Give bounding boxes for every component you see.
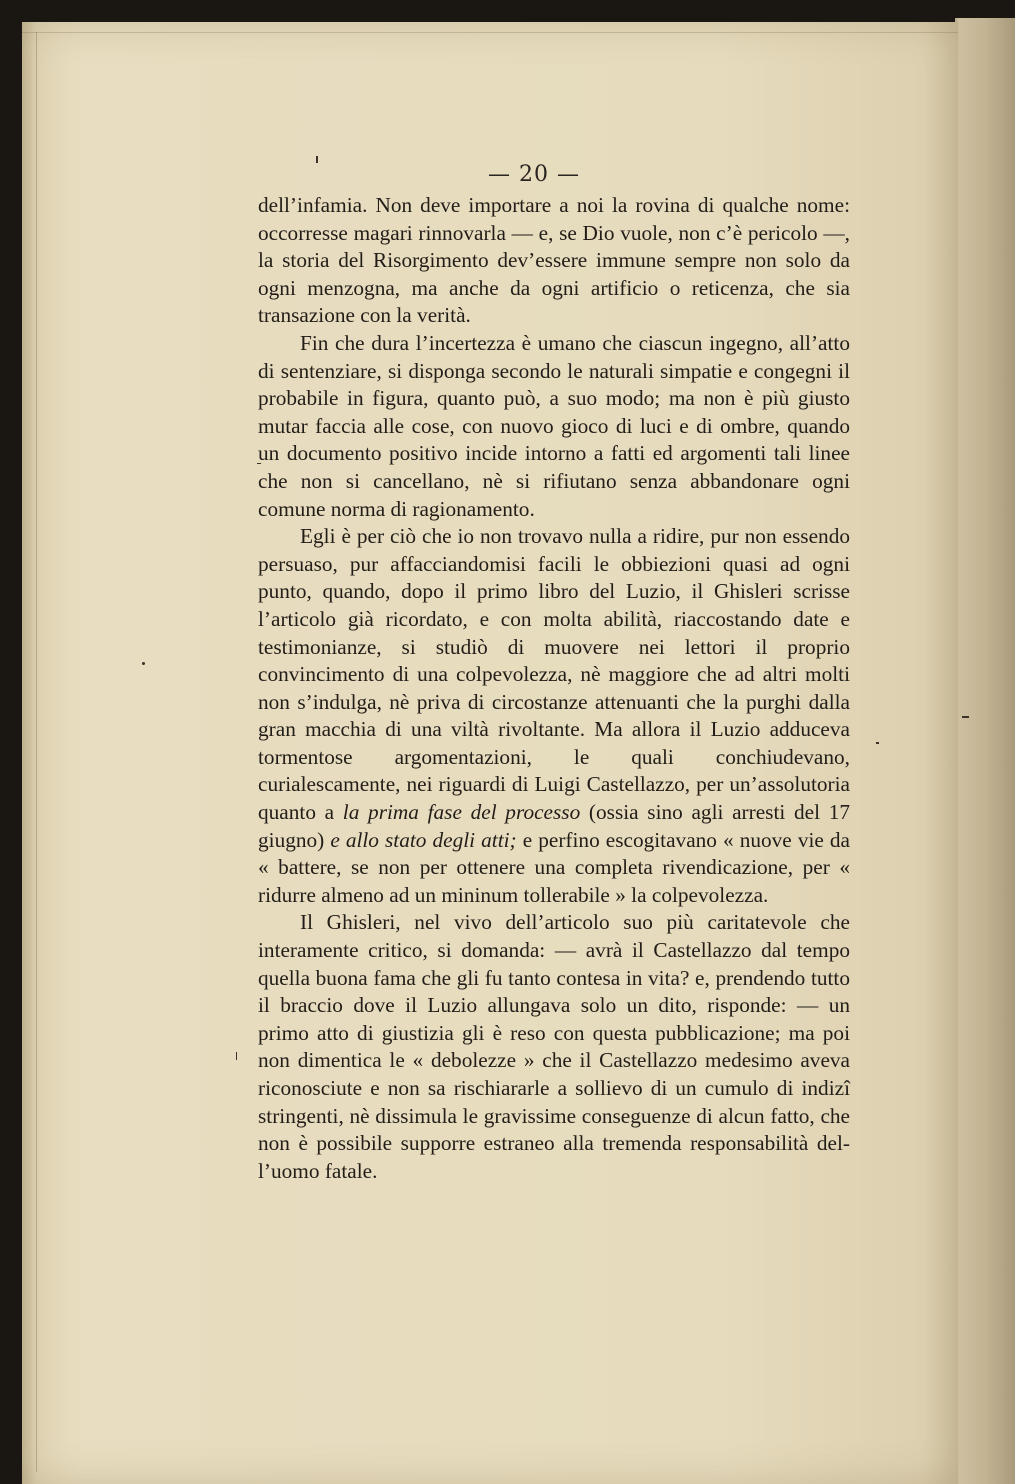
paragraph (258, 523, 850, 909)
paragraph (258, 909, 850, 1185)
ink-speck (236, 1052, 237, 1060)
text-run: Il Ghisleri, nel vivo dell’articolo suo più caritatevole che interamente critico, si domanda: — avrà il Castellazzo dal tempo quella buona fama che gli fu tanto contesa in vita? e, prendendo tutto il braccio dove il Luzio allungava solo un dito, risponde: — un primo atto di giustizia gli è reso con questa pubblicazione; ma poi non dimentica le « debolezze » che il Castellazzo medesimo aveva riconosciute e non sa rischiararle a sollievo di un cumulo di indizî stringenti, nè dissimula le gravissime conseguenze di alcun fatto, che non è possibile supporre estraneo alla tremenda responsabilità dell’uomo fatale. (258, 910, 850, 1183)
text-run: Fin che dura l’incertezza è umano che ciascun ingegno, all’atto di sentenziare, si disponga secondo le naturali simpatie e congegni il probabile in figura, quanto può, a suo modo; ma non è più giusto mutar faccia alle cose, con nuovo gioco di luci e di ombre, quando un documento positivo incide intorno a fatti ed argomenti tali linee che non si cancellano, nè si rifiutano senza abbandonare ogni comune norma di ragionamento. (258, 330, 850, 521)
ink-speck (876, 742, 879, 744)
paragraph (258, 330, 850, 523)
ink-speck (962, 716, 969, 718)
body-text (258, 192, 850, 1185)
ink-speck (316, 156, 318, 163)
ink-speck (142, 662, 145, 665)
text-run: Egli è per ciò che io non trovavo nulla a ridire, pur non essendo persuaso, pur affacciandomisi facili le obbiezioni quasi ad ogni punto, quando, dopo il primo libro del Luzio, il Ghisleri scrisse l’articolo già ricordato, e con molta abilità, riaccostando date e testimonianze, si studiò di muovere nei lettori il proprio convincimento di una colpevolezza, nè maggiore che ad altri molti non s’indulga, nè priva di circostanze attenuanti che la purghi dalla gran macchia di una viltà rivoltante. Ma allora il Luzio adduceva tormentose argomentazioni, le quali conchiudevano, curialescamente, nei riguardi di Luigi Castellazzo, per un’assolutoria quanto a (258, 524, 850, 825)
italic-phrase: e allo stato degli atti; (330, 827, 517, 852)
next-page-edge (955, 18, 1015, 1484)
text-run: dell’infamia. Non deve importare a noi la rovina di qualche nome: occorresse magari rinnovarla — e, se Dio vuole, non c’è pericolo —, la storia del Risorgimento dev’essere immune sempre non solo da ogni menzogna, ma anche da ogni artificio o reticenza, che sia transazione con la verità. (258, 193, 850, 328)
paragraph (258, 192, 850, 330)
page-number: — 20 — (488, 162, 580, 187)
text-run: e perfino escogitavano « nuove vie da « battere, se non per ottenere una completa rivendicazione, per « ridurre almeno ad un mininum tollerabile » la colpevolezza. (258, 827, 850, 907)
italic-phrase: la prima fase del processo (342, 800, 581, 825)
text-run: (ossia sino agli arresti del 17 giugno) (258, 800, 850, 852)
